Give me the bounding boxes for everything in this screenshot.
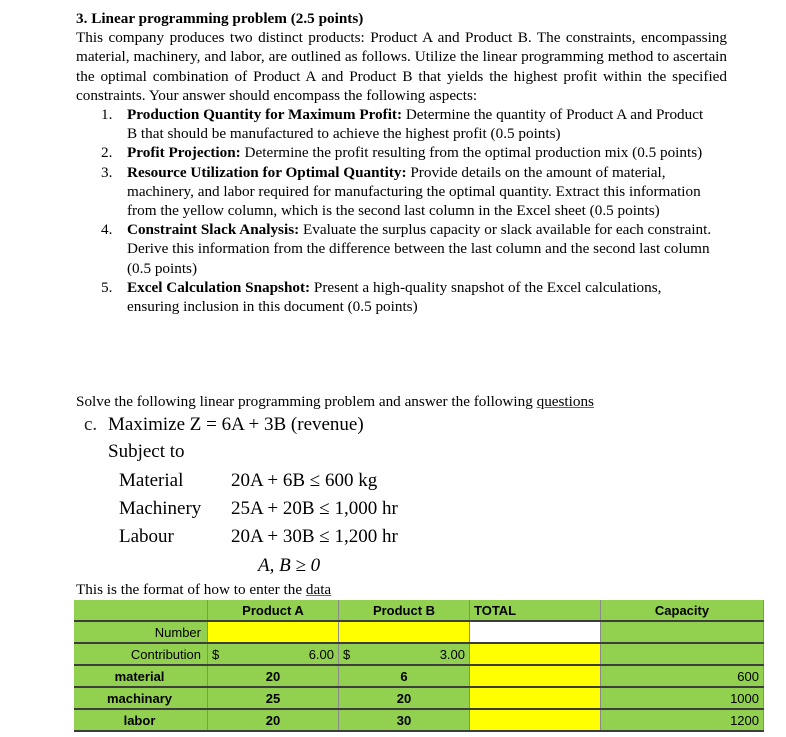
cell-value: 25 [208,687,339,709]
item-heading: Excel Calculation Snapshot: [127,278,311,296]
assignment-text [76,9,727,316]
number-a-cell[interactable] [208,621,339,643]
cell-value: 6.00 [308,646,334,662]
item-heading: Resource Utilization for Optimal Quantity: [127,163,407,181]
nonnegativity: A, B ≥ 0 [258,555,321,576]
capacity-cell: 1000 [601,687,764,709]
row-label: machinary [74,687,208,709]
item-text: Provide details on the amount of material, machinery, and labor required for manufacturing the optimal quantity. Extract this information from the yellow column, which is the second last column in the Excel sheet (0.5 points) [127,163,701,220]
capacity-cell [601,643,764,665]
item-number: 2. [101,144,113,162]
solve-text: Solve the following linear programming problem and answer the following [76,393,537,410]
question-title: 3. Linear programming problem (2.5 points) [76,10,364,27]
requirements-list [76,105,727,316]
capacity-cell: 1200 [601,709,764,731]
header-cell [74,600,208,621]
constraint-expr: 20A + 6B ≤ 600 kg [231,470,378,491]
constraint-name: Machinery [119,498,202,519]
total-cell[interactable] [470,643,601,665]
capacity-cell [601,621,764,643]
format-note [76,581,331,599]
questions-link: questions [536,393,594,410]
list-item [76,278,712,316]
list-item [76,105,712,143]
item-number: 4. [101,221,113,239]
item-text: Determine the profit resulting from the optimal production mix (0.5 points) [240,144,703,162]
cell-value: 20 [208,709,339,731]
table-row [74,665,764,687]
objective: Maximize Z = 6A + 3B (revenue) [108,414,364,435]
constraint-name: Labour [119,526,174,547]
cell-value: 3.00 [439,646,465,662]
constraint-expr: 20A + 30B ≤ 1,200 hr [231,526,398,547]
list-item [76,220,712,278]
question-intro: This company produces two distinct products: Product A and Product B. The constraints, encompassing material, machinery, and labor, are outlined as follows. Utilize the linear programming method to ascertain the optimal combination of Product A and Product B that yields the highest profit within the specified constraints. Your answer should encompass the following aspects: [76,29,727,104]
solve-instruction [76,393,594,411]
cell-value: 20 [208,665,339,687]
item-text: Determine the quantity of Product A and Product B that should be manufactured to achieve the highest profit (0.5 points) [127,106,704,143]
number-b-cell[interactable] [339,621,470,643]
contribution-b-cell [339,643,470,665]
header-cell: Capacity [601,600,764,621]
row-label: Contribution [74,643,208,665]
header-cell: Product B [339,600,470,621]
cell-value: 6 [339,665,470,687]
capacity-cell: 600 [601,665,764,687]
data-link: data [305,581,332,598]
row-label: material [74,665,208,687]
problem-label: c. [84,414,98,435]
item-text: Present a high-quality snapshot of the Excel calculations, ensuring inclusion in this document (0.5 points) [127,278,662,316]
table-header-row [74,600,764,621]
item-number: 3. [101,163,113,181]
constraint-expr: 25A + 20B ≤ 1,000 hr [231,498,398,519]
total-cell[interactable] [470,687,601,709]
contribution-a-cell [208,643,339,665]
list-item [76,143,712,162]
table-row [74,621,764,643]
item-heading: Production Quantity for Maximum Profit: [127,106,403,124]
item-number: 5. [101,278,113,296]
total-cell[interactable] [470,709,601,731]
row-label: labor [74,709,208,731]
currency-symbol: $ [343,646,351,662]
total-cell[interactable] [470,621,601,643]
constraint-name: Material [119,470,184,491]
format-text: This is the format of how to enter the [76,581,306,598]
item-heading: Constraint Slack Analysis: [127,221,300,239]
list-item [76,163,712,221]
currency-symbol: $ [212,646,220,662]
table-row [74,687,764,709]
item-heading: Profit Projection: [127,144,241,162]
subject-to: Subject to [108,441,185,462]
cell-value: 30 [339,709,470,731]
header-cell: Product A [208,600,339,621]
item-number: 1. [101,106,113,124]
table-row [74,643,764,665]
header-cell: TOTAL [470,600,601,621]
total-cell[interactable] [470,665,601,687]
cell-value: 20 [339,687,470,709]
row-label: Number [74,621,208,643]
item-text: Evaluate the surplus capacity or slack available for each constraint. Derive this information from the difference between the last column and the second last column (0.5 points) [127,221,712,277]
table-row [74,709,764,731]
excel-table [74,600,764,732]
